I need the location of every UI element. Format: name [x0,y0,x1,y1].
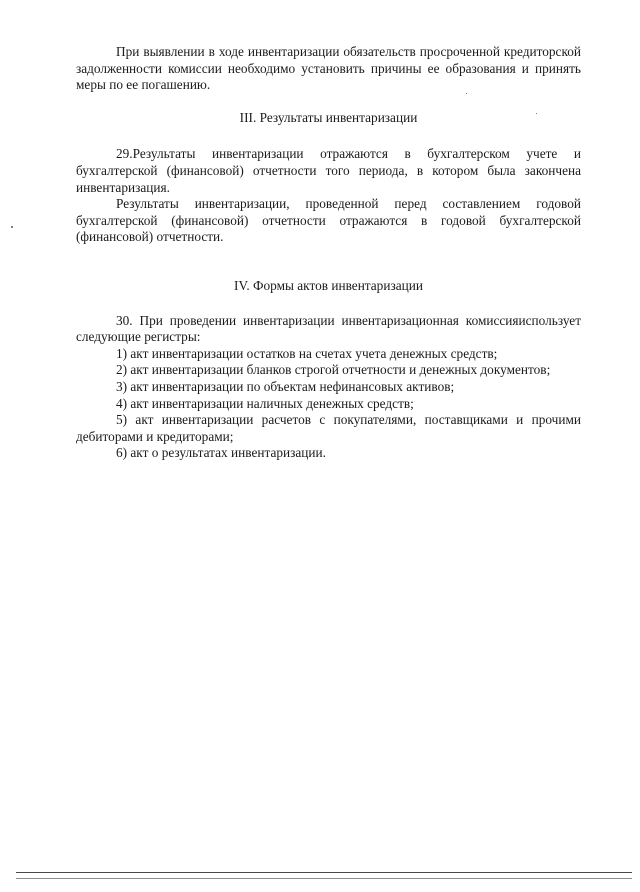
list-item: 1) акт инвентаризации остатков на счетах учета денежных средств; [116,345,498,361]
scan-speck [11,226,13,228]
paragraph-overdue-payables: При выявлении в ходе инвентаризации обязательств просроченной кредиторской задолженности комиссии необходимо установить причины ее образования и принять меры по ее погашению. [76,44,581,93]
document-body [76,44,581,462]
list-item: 6) акт о результатах инвентаризации. [116,445,326,461]
scan-speck [466,93,467,94]
page-bottom-rule [16,872,632,873]
paragraph-30: 30. При проведении инвентаризации инвентаризационная комиссияиспользует следующие регистры: [76,312,581,345]
list-item: 4) акт инвентаризации наличных денежных средств; [116,395,414,411]
page-bottom-rule [16,878,632,879]
section-heading-results: III. Результаты инвентаризации [239,109,418,125]
paragraph-29: 29.Результаты инвентаризации отражаются в бухгалтерском учете и бухгалтерской (финансовой) отчетности того периода, в котором была закончена инвентаризация. [76,146,581,195]
section-heading-act-forms: IV. Формы актов инвентаризации [234,277,423,293]
paragraph-29-annual: Результаты инвентаризации, проведенной перед составлением годовой бухгалтерской (финансовой) отчетности отражаются в годовой бухгалтерской (финансовой) отчетности. [76,196,581,245]
list-item: 2) акт инвентаризации бланков строгой отчетности и денежных документов; [116,362,551,378]
list-item: 5) акт инвентаризации расчетов с покупателями, поставщиками и прочими дебиторами и кредиторами; [76,412,581,444]
scan-speck [536,113,537,114]
list-item: 3) акт инвентаризации по объектам нефинансовых активов; [116,378,455,394]
